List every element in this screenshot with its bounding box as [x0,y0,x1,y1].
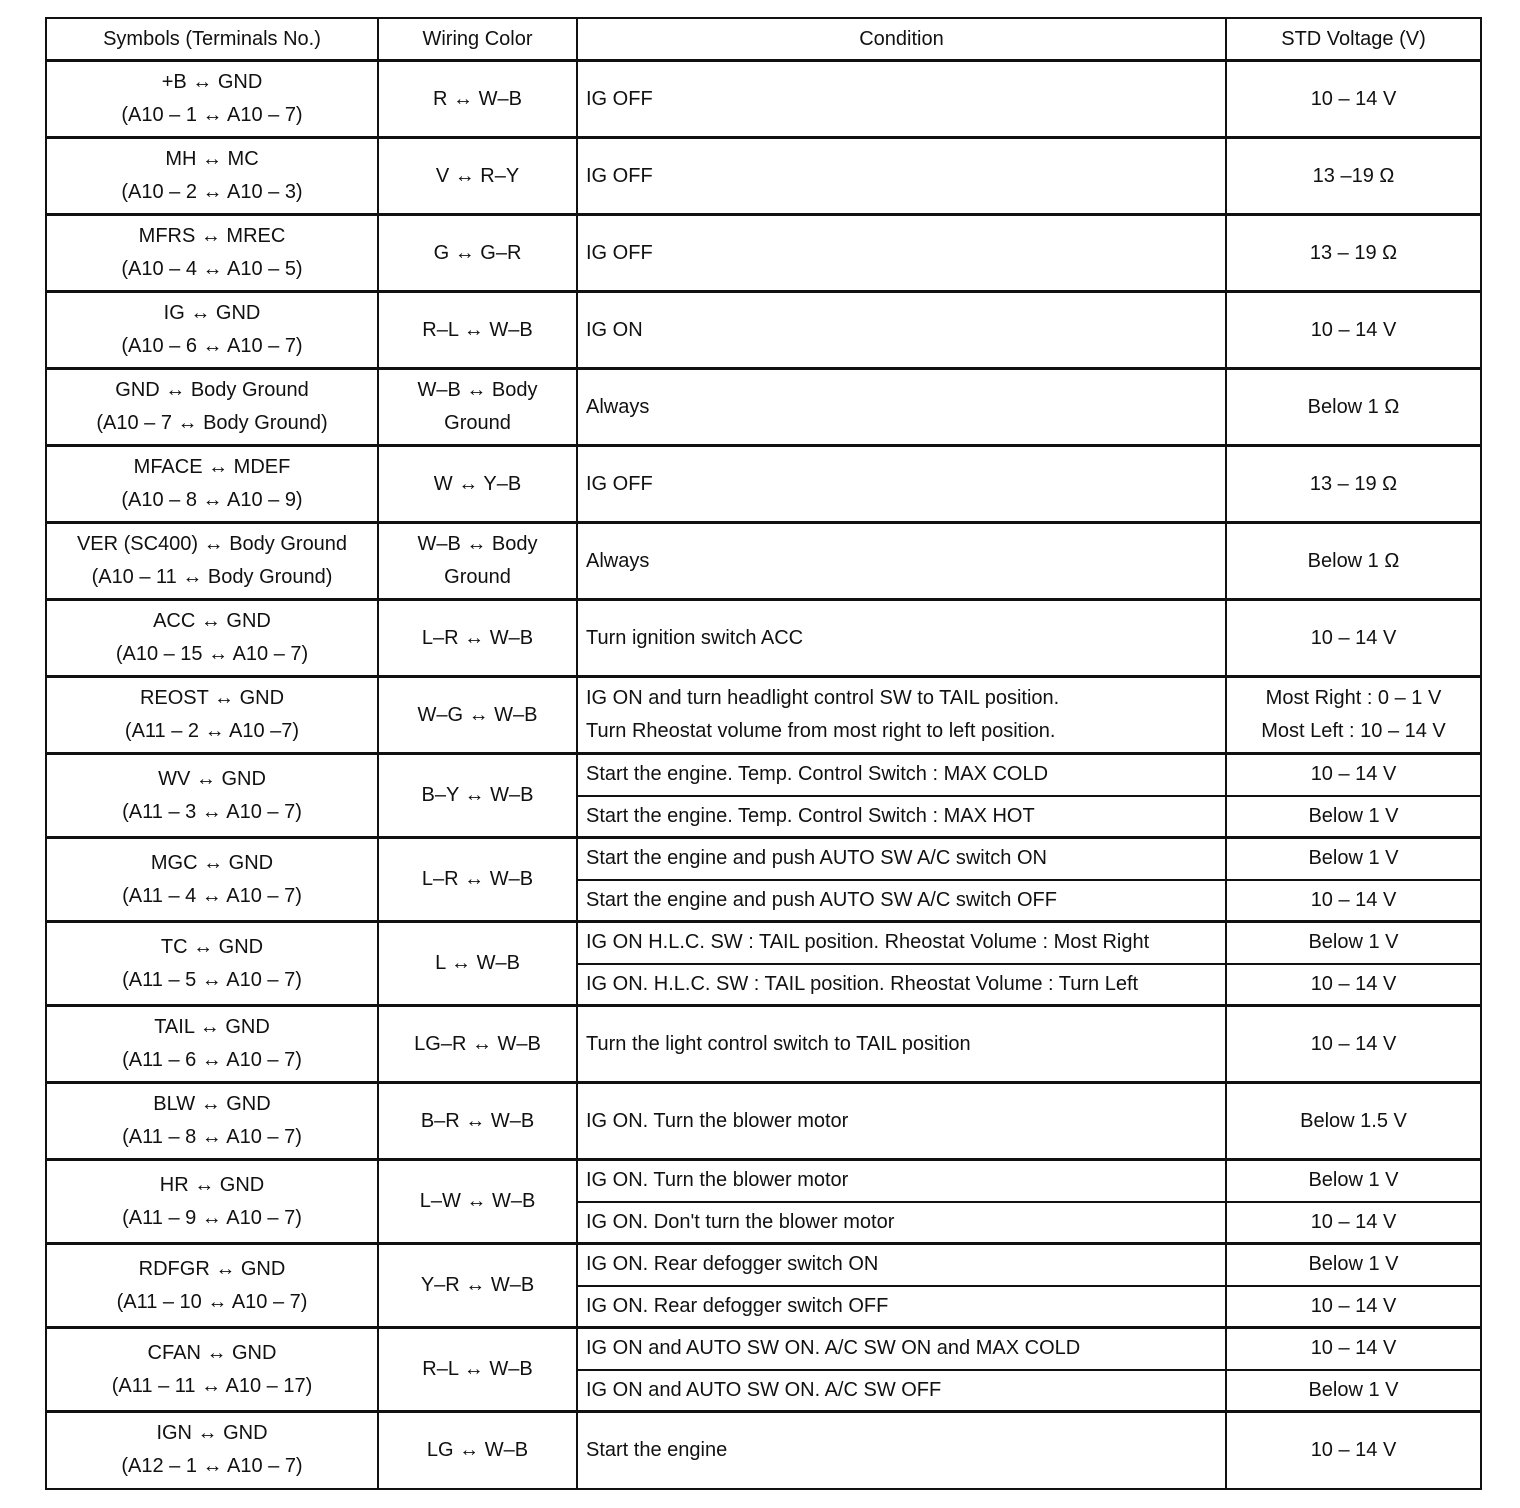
std-voltage-cell [1226,1328,1481,1370]
table-row [46,523,1481,600]
std-voltage-cell [1226,677,1481,754]
condition-text: IG ON H.L.C. SW : TAIL position. Rheostat Volume : Most Right [586,931,1150,954]
header-symbols: Symbols (Terminals No.) [46,18,378,61]
condition-cell [577,796,1226,838]
std-voltage-value: 10 – 14 V [1310,626,1397,649]
std-voltage-cell [1226,61,1481,138]
std-voltage-value: Below 1 V [1308,931,1399,954]
condition-text: Start the engine. Temp. Control Switch : MAX HOT [586,804,1035,827]
condition-cell [577,292,1226,369]
std-voltage-cell [1226,292,1481,369]
condition-text: IG ON. H.L.C. SW : TAIL position. Rheostat Volume : Turn Left [586,972,1139,995]
std-voltage-value: Below 1 V [1308,1378,1399,1401]
symbols-cell [46,838,378,922]
std-voltage-value: 10 – 14 V [1310,318,1397,341]
symbols-cell [46,292,378,369]
wiring-color-cell [378,138,577,215]
symbol-pair: ACC ↔ GND [153,610,271,632]
terminal-numbers: (A10 – 1 ↔ A10 – 7) [121,104,303,126]
condition-text: IG ON. Rear defogger switch OFF [586,1294,889,1317]
std-voltage-value: 10 – 14 V [1310,1438,1397,1461]
symbol-pair: TAIL ↔ GND [154,1016,270,1038]
wiring-color: W–B ↔ Body [417,379,538,401]
symbol-pair: HR ↔ GND [159,1173,265,1196]
header-wiring-color: Wiring Color [378,18,577,61]
condition-cell [577,677,1226,754]
table-row [46,1160,1481,1202]
wiring-color: L–R ↔ W–B [421,868,534,890]
wiring-color: Y–R ↔ W–B [420,1274,535,1296]
wiring-color-cell [378,1006,577,1083]
wiring-color-cell [378,1083,577,1160]
wiring-color: B–Y ↔ W–B [421,784,534,806]
std-voltage-value: 13 –19 Ω [1312,164,1395,187]
symbol-pair: IGN ↔ GND [156,1422,268,1445]
std-voltage-cell [1226,880,1481,922]
symbols-cell [46,677,378,754]
std-voltage-cell [1226,1286,1481,1328]
symbols-cell [46,1328,378,1412]
symbols-cell [46,600,378,677]
wiring-color-cell [378,1412,577,1489]
std-voltage-value: 10 – 14 V [1310,1294,1397,1317]
std-voltage-cell [1226,369,1481,446]
wiring-color-cell [378,677,577,754]
std-voltage-cell [1226,754,1481,796]
wiring-color: L ↔ W–B [435,952,520,974]
condition-cell [577,922,1226,964]
symbol-pair: MFRS ↔ MREC [138,225,286,247]
std-voltage-value: 10 – 14 V [1310,888,1397,911]
wiring-color: V ↔ R–Y [435,164,520,187]
wiring-color-cell [378,1244,577,1328]
std-voltage-cell [1226,838,1481,880]
condition-text: Turn the light control switch to TAIL position [586,1032,971,1055]
condition-text: IG ON and AUTO SW ON. A/C SW OFF [586,1378,942,1401]
condition-cell [577,838,1226,880]
wiring-color: LG ↔ W–B [426,1438,529,1461]
condition-cell [577,61,1226,138]
std-voltage-value: Below 1 Ω [1307,395,1400,418]
terminal-numbers: (A11 – 4 ↔ A10 – 7) [122,884,302,907]
std-voltage-value: Below 1 V [1308,1169,1399,1192]
header-std-voltage: STD Voltage (V) [1226,18,1481,61]
table-row [46,1328,1481,1370]
wiring-color-line2: Ground [444,412,511,434]
std-voltage-cell [1226,922,1481,964]
wiring-color-cell [378,838,577,922]
terminal-numbers: (A11 – 11 ↔ A10 – 17) [111,1374,313,1397]
condition-text: Start the engine. Temp. Control Switch : MAX COLD [586,763,1049,786]
condition-cell [577,1328,1226,1370]
std-voltage-value: Below 1 V [1308,804,1399,827]
wiring-color: W ↔ Y–B [433,472,522,495]
terminal-numbers: (A11 – 3 ↔ A10 – 7) [122,800,302,823]
wiring-color: W–B ↔ Body [417,533,538,555]
condition-text: Always [586,549,650,572]
symbols-cell [46,523,378,600]
std-voltage-cell [1226,1244,1481,1286]
std-voltage-value: 13 – 19 Ω [1309,472,1398,495]
condition-text: Turn ignition switch ACC [586,626,804,649]
condition-text: IG OFF [586,472,653,495]
condition-cell [577,1083,1226,1160]
wiring-color-cell [378,61,577,138]
symbols-cell [46,754,378,838]
condition-cell [577,369,1226,446]
wiring-color-cell [378,600,577,677]
wiring-color: B–R ↔ W–B [420,1109,535,1132]
table-row [46,922,1481,964]
std-voltage-cell [1226,1202,1481,1244]
std-voltage-cell [1226,1006,1481,1083]
std-voltage-cell [1226,523,1481,600]
terminal-numbers: (A10 – 8 ↔ A10 – 9) [121,489,303,511]
wiring-color-cell [378,523,577,600]
condition-text: IG OFF [586,87,653,110]
symbols-cell [46,61,378,138]
condition-text: IG ON and AUTO SW ON. A/C SW ON and MAX COLD [586,1337,1081,1360]
symbol-pair: CFAN ↔ GND [147,1341,277,1364]
condition-cell [577,754,1226,796]
symbol-pair: MFACE ↔ MDEF [133,456,291,478]
std-voltage-cell [1226,1370,1481,1412]
symbol-pair: MGC ↔ GND [150,851,274,874]
condition-text: Always [586,395,650,418]
condition-text: Start the engine and push AUTO SW A/C switch ON [586,847,1047,870]
table-row [46,292,1481,369]
symbol-pair: TC ↔ GND [160,935,264,958]
table-row [46,838,1481,880]
symbols-cell [46,215,378,292]
symbols-cell [46,1244,378,1328]
condition-text-line2: Turn Rheostat volume from most right to left position. [586,720,1056,742]
wiring-color-cell [378,754,577,838]
symbol-pair: WV ↔ GND [158,767,266,790]
std-voltage-value: 10 – 14 V [1310,972,1397,995]
terminal-numbers: (A10 – 6 ↔ A10 – 7) [121,335,303,357]
terminal-numbers: (A11 – 10 ↔ A10 – 7) [116,1290,308,1313]
std-voltage-value: Below 1 Ω [1307,549,1400,572]
wiring-color-cell [378,922,577,1006]
symbol-pair: +B ↔ GND [161,71,263,93]
wiring-color: G ↔ G–R [433,241,522,264]
terminal-numbers: (A11 – 9 ↔ A10 – 7) [122,1206,302,1229]
terminal-numbers: (A11 – 6 ↔ A10 – 7) [122,1049,302,1071]
condition-cell [577,215,1226,292]
condition-cell [577,964,1226,1006]
table-row [46,754,1481,796]
wiring-color: R–L ↔ W–B [422,1358,533,1380]
std-voltage-value: Below 1 V [1308,847,1399,870]
condition-cell [577,1160,1226,1202]
std-voltage-value: 10 – 14 V [1310,1337,1397,1360]
condition-text: IG OFF [586,241,653,264]
wiring-color-cell [378,292,577,369]
table-row [46,1244,1481,1286]
symbol-pair: BLW ↔ GND [153,1093,271,1115]
symbols-cell [46,1083,378,1160]
std-voltage-value: Below 1.5 V [1300,1109,1407,1132]
wiring-color: L–W ↔ W–B [419,1190,536,1212]
std-voltage-cell [1226,215,1481,292]
condition-text: IG ON. Don't turn the blower motor [586,1210,895,1233]
wiring-color: R ↔ W–B [433,87,522,110]
std-voltage-cell [1226,1160,1481,1202]
std-voltage-cell [1226,138,1481,215]
terminal-numbers: (A10 – 4 ↔ A10 – 5) [121,258,303,280]
std-voltage-value: Most Right : 0 – 1 V [1265,687,1442,709]
condition-cell [577,880,1226,922]
condition-cell [577,138,1226,215]
symbol-pair: VER (SC400) ↔ Body Ground [76,533,348,555]
std-voltage-cell [1226,600,1481,677]
table-body [46,61,1481,1489]
wiring-color-line2: Ground [444,566,511,588]
condition-cell [577,523,1226,600]
condition-text: Start the engine and push AUTO SW A/C switch OFF [586,888,1057,911]
terminal-numbers: (A10 – 2 ↔ A10 – 3) [121,181,303,203]
terminal-voltage-table [45,17,1482,1490]
condition-text: Start the engine [586,1438,728,1461]
symbol-pair: RDFGR ↔ GND [138,1257,286,1280]
symbol-pair: MH ↔ MC [165,148,259,170]
symbols-cell [46,922,378,1006]
table-row [46,138,1481,215]
wiring-color-cell [378,446,577,523]
std-voltage-value: 10 – 14 V [1310,1032,1397,1055]
table-row [46,369,1481,446]
std-voltage-cell [1226,964,1481,1006]
wiring-color-cell [378,215,577,292]
std-voltage-value-line2: Most Left : 10 – 14 V [1261,720,1446,742]
std-voltage-cell [1226,1083,1481,1160]
table-row [46,600,1481,677]
table-row [46,446,1481,523]
symbols-cell [46,369,378,446]
condition-cell [577,1370,1226,1412]
table-row [46,61,1481,138]
condition-cell [577,1006,1226,1083]
wiring-color: LG–R ↔ W–B [414,1032,541,1055]
table-row [46,1006,1481,1083]
symbols-cell [46,1006,378,1083]
std-voltage-value: 13 – 19 Ω [1309,241,1398,264]
wiring-color: W–G ↔ W–B [417,703,538,726]
wiring-color: R–L ↔ W–B [422,318,533,341]
header-condition: Condition [577,18,1226,61]
terminal-numbers: (A10 – 7 ↔ Body Ground) [96,412,328,434]
condition-cell [577,1202,1226,1244]
symbols-cell [46,138,378,215]
wiring-color-cell [378,1328,577,1412]
symbol-pair: REOST ↔ GND [139,687,285,709]
header-row [46,18,1481,61]
symbols-cell [46,446,378,523]
table-row [46,215,1481,292]
table-row [46,1083,1481,1160]
symbol-pair: IG ↔ GND [163,302,261,324]
std-voltage-cell [1226,796,1481,838]
condition-text: IG ON. Turn the blower motor [586,1109,849,1132]
terminal-numbers: (A11 – 8 ↔ A10 – 7) [122,1126,302,1148]
terminal-numbers: (A10 – 15 ↔ A10 – 7) [115,643,309,665]
wiring-color-cell [378,1160,577,1244]
condition-text: IG OFF [586,164,653,187]
condition-text: IG ON. Turn the blower motor [586,1169,849,1192]
symbols-cell [46,1160,378,1244]
std-voltage-value: 10 – 14 V [1310,763,1397,786]
condition-cell [577,600,1226,677]
symbol-pair: GND ↔ Body Ground [115,379,309,401]
table-row [46,677,1481,754]
std-voltage-cell [1226,446,1481,523]
condition-text: IG ON. Rear defogger switch ON [586,1253,879,1276]
table-row [46,1412,1481,1489]
std-voltage-cell [1226,1412,1481,1489]
condition-cell [577,446,1226,523]
condition-text: IG ON [586,318,643,341]
condition-cell [577,1286,1226,1328]
terminal-numbers: (A11 – 2 ↔ A10 –7) [124,720,300,742]
wiring-color: L–R ↔ W–B [421,626,534,649]
condition-cell [577,1244,1226,1286]
std-voltage-value: 10 – 14 V [1310,87,1397,110]
terminal-numbers: (A12 – 1 ↔ A10 – 7) [121,1455,303,1478]
condition-text: IG ON and turn headlight control SW to TAIL position. [586,687,1060,709]
symbols-cell [46,1412,378,1489]
wiring-color-cell [378,369,577,446]
std-voltage-value: 10 – 14 V [1310,1210,1397,1233]
terminal-numbers: (A11 – 5 ↔ A10 – 7) [122,968,302,991]
condition-cell [577,1412,1226,1489]
std-voltage-value: Below 1 V [1308,1253,1399,1276]
terminal-numbers: (A10 – 11 ↔ Body Ground) [91,566,333,588]
